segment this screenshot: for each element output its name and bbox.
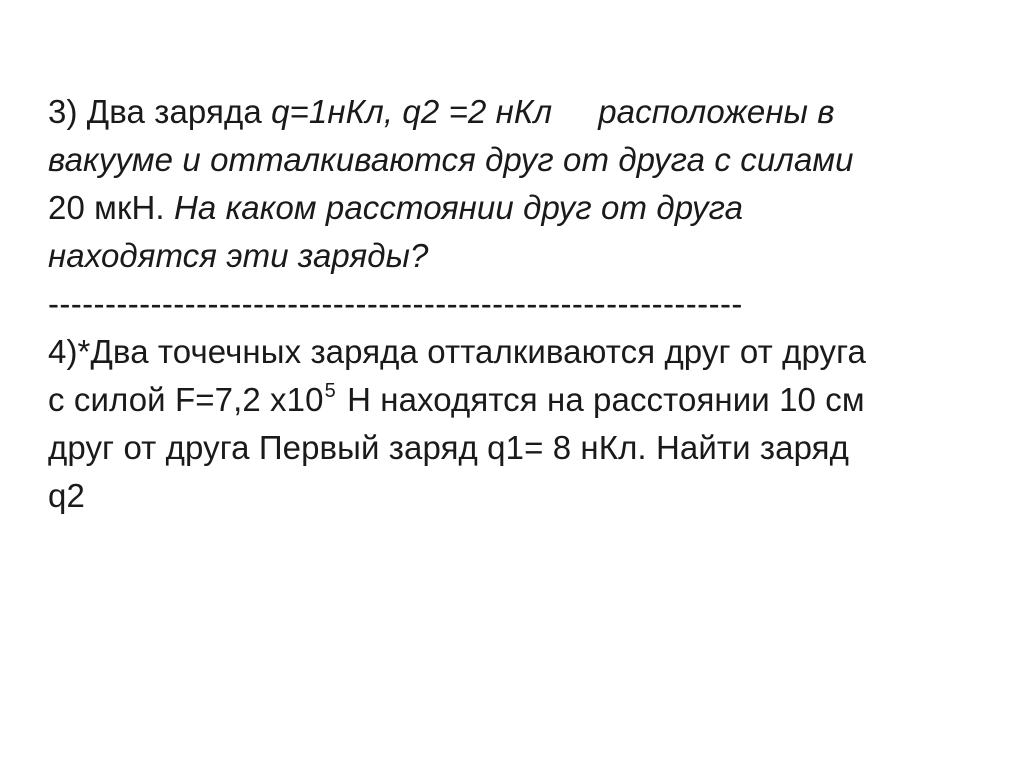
problem-3-line-2: вакууме и отталкиваются друг от друга с силами (48, 141, 854, 178)
problem-4-line-3: друг от друга Первый заряд q1= 8 нКл. Найти заряд (48, 429, 849, 466)
problem-4-force: с силой F=7,2 x10 (48, 381, 324, 418)
problem-4-line-1: 4)*Два точечных заряда отталкиваются друг от друга (48, 333, 866, 370)
problem-3-line-1-end: расположены в (598, 93, 835, 130)
problem-3-line-4: находятся эти заряды? (48, 237, 429, 274)
problem-3-force: 20 мкН. (48, 189, 165, 226)
dashed-separator: ------------------------------------------------------------- (48, 285, 743, 322)
slide-text (48, 88, 988, 520)
problem-4-line-4: q2 (48, 477, 85, 514)
problem-3-number: 3) Два заряда (48, 93, 272, 130)
problem-3-line-1 (48, 88, 988, 136)
problem-3-charges: q=1нКл, q2 =2 нКл (271, 93, 553, 130)
problem-4-exponent: 5 (324, 380, 336, 402)
problem-4-line-2 (48, 376, 988, 424)
problem-4-line-2-end: Н находятся на расстоянии 10 см (337, 381, 865, 418)
problem-3-line-3-rest: На каком расстоянии друг от друга (164, 189, 744, 226)
problem-3-line-3 (48, 184, 988, 232)
